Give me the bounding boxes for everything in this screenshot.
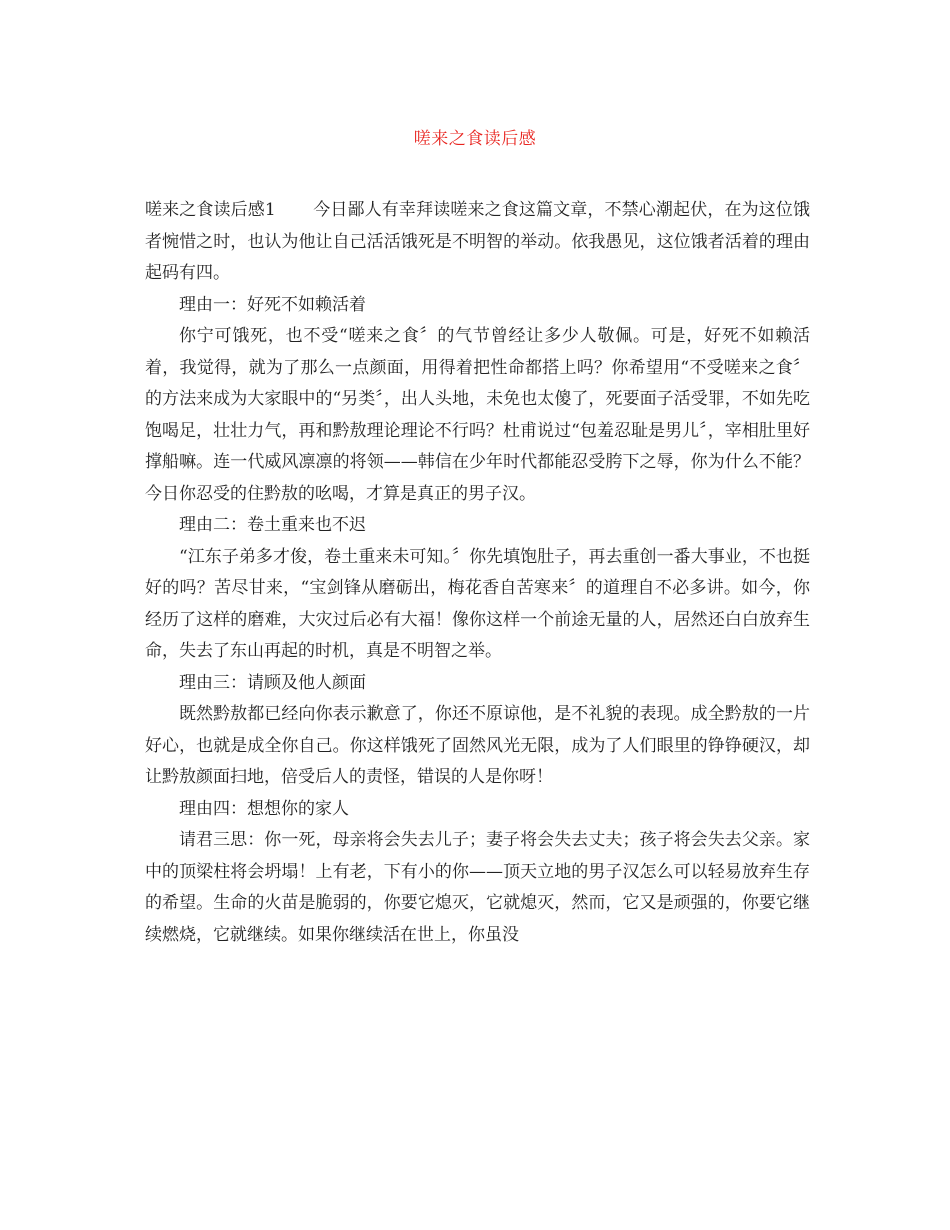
reason-heading-2: 理由二：卷土重来也不迟 xyxy=(179,515,366,535)
section-label: 嗟来之食读后感1 xyxy=(145,200,276,220)
paragraph-intro-text: 今日鄙人有幸拜读嗟来之食这篇文章，不禁心潮起伏，在为这位饿者惋惜之时，也认为他让自己活活饿死是不明智的举动。依我愚见，这位饿者活着的理由起码有四。 xyxy=(145,200,810,283)
paragraph-reason-3: 既然黔敖都已经向你表示歉意了，你还不原谅他，是不礼貌的表现。成全黔敖的一片好心，也就是成全你自己。你这样饿死了固然风光无限，成为了人们眼里的铮铮硬汉，却让黔敖颜面扫地，倍受后人的责怪，错误的人是你呀！ xyxy=(145,704,810,787)
reason-heading-3: 理由三：请顾及他人颜面 xyxy=(179,672,366,693)
paragraph-reason-2: “江东子弟多才俊，卷土重来未可知。〞你先填饱肚子，再去重创一番大事业，不也挺好的吗？苦尽甘来，“宝剑锋从磨砺出，梅花香自苦寒来〞的道理自不必多讲。如今，你经历了这样的磨难，大灾过后必有大福！像你这样一个前途无量的人，居然还白白放弃生命，失去了东山再起的时机，真是不明智之举。 xyxy=(145,546,810,661)
document-body xyxy=(145,195,810,951)
reason-heading-1: 理由一：好死不如赖活着 xyxy=(179,294,366,315)
paragraph-reason-4: 请君三思：你一死，母亲将会失去儿子；妻子将会失去丈夫；孩子将会失去父亲。家中的顶梁柱将会坍塌！上有老，下有小的你——顶天立地的男子汉怎么可以轻易放弃生存的希望。生命的火苗是脆弱的，你要它熄灭，它就熄灭，然而，它又是顽强的，你要它继续燃烧，它就继续。如果你继续活在世上，你虽没 xyxy=(145,830,810,945)
reason-heading-4: 理由四：想想你的家人 xyxy=(179,798,349,819)
document-title: 嗟来之食读后感 xyxy=(413,129,537,149)
paragraph-intro xyxy=(145,195,810,290)
paragraph-reason-1: 你宁可饿死，也不受“嗟来之食〞的气节曾经让多少人敬佩。可是，好死不如赖活着，我觉得，就为了那么一点颜面，用得着把性命都搭上吗？你希望用“不受嗟来之食〞的方法来成为大家眼中的“另类〞，出人头地，未免也太傻了，死要面子活受罪，不如先吃饱喝足，壮壮力气，再和黔敖理论理论不行吗？杜甫说过“包羞忍耻是男儿〞，宰相肚里好撑船嘛。连一代威风凛凛的将领——韩信在少年时代都能忍受胯下之辱，你为什么不能？今日你忍受的住黔敖的吆喝，才算是真正的男子汉。 xyxy=(145,326,810,504)
